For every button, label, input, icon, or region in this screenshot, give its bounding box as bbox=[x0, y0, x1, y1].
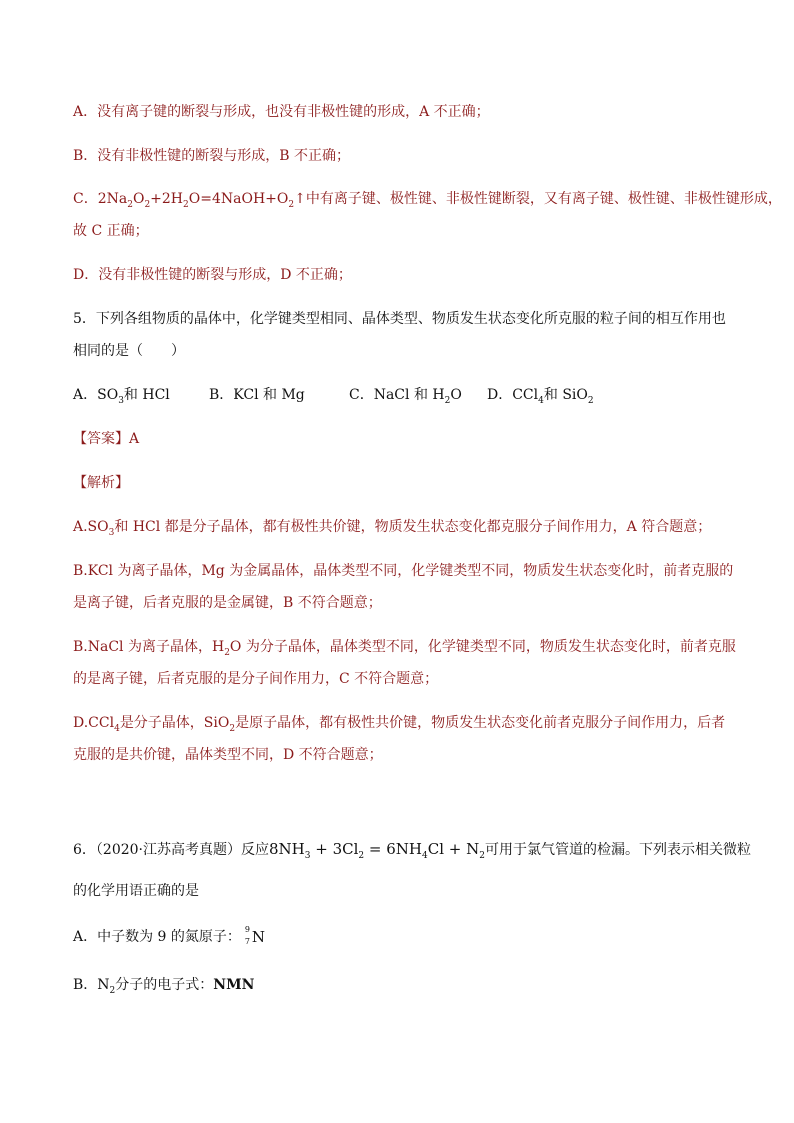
q5-explanation-a: $A.SO_3$和 HCl 都是分子晶体，都有极性共价键，物质发生状态变化都克服分子间作用力，A 符合题意； bbox=[73, 519, 712, 538]
q5-explanation-c-line2: 的是离子键，后者克服的是分子间作用力，C 不符合题意； bbox=[73, 671, 439, 687]
prev-option-c-explanation: C．$2Na_2O_2+2H_2O=4NaOH+O_2↑$中有离子键、极性键、非极性键断裂，又有离子键、极性键、非极性键形成， bbox=[73, 191, 782, 210]
nuclide-symbol: 9 7 N bbox=[244, 925, 266, 946]
q5-option-a: A．$SO_3$和 HCl bbox=[73, 387, 170, 406]
q5-explanation-d-line1: D.CCl$_4$是分子晶体，SiO$_2$是原子晶体，都有极性共价键，物质发生状态变化前者克服分子间作用力，后者 bbox=[73, 715, 726, 734]
q5-option-d: D．CCl$_4$和 SiO$_2$ bbox=[487, 387, 594, 406]
q5-option-b: B．KCl 和 Mg bbox=[209, 387, 305, 403]
prev-option-d-explanation: D．没有非极性键的断裂与形成，D 不正确； bbox=[73, 267, 352, 283]
electron-formula: NMN bbox=[213, 977, 255, 993]
q5-options bbox=[73, 386, 594, 404]
q5-explanation-b-line2: 是离子键，后者克服的是金属键，B 不符合题意； bbox=[73, 595, 382, 611]
answer-label: 【答案】 bbox=[73, 431, 129, 447]
q5-explanation-c-line1: B.NaCl 为离子晶体，$H_2O$ 为分子晶体，晶体类型不同，化学键类型不同，物质发生状态变化时，前者克服 bbox=[73, 639, 736, 658]
q5-stem-line1: 5．下列各组物质的晶体中，化学键类型相同、晶体类型、物质发生状态变化所克服的粒子间的相互作用也 bbox=[73, 311, 726, 327]
q5-stem-line2: 相同的是（ ） bbox=[73, 343, 185, 359]
prev-option-c-explanation-line2: 故 C 正确； bbox=[73, 223, 149, 239]
q6-option-a: A．中子数为 9 的氮原子： 9 7 N bbox=[73, 925, 266, 946]
prev-option-b-explanation: B．没有非极性键的断裂与形成，B 不正确； bbox=[73, 148, 351, 164]
q6-stem-line2: 的化学用语正确的是 bbox=[73, 883, 199, 899]
q5-option-c: C．NaCl 和 $H_2O$ bbox=[349, 387, 462, 406]
q5-explanation-b-line1: B.KCl 为离子晶体，Mg 为金属晶体，晶体类型不同，化学键类型不同，物质发生状态变化时，前者克服的 bbox=[73, 563, 734, 579]
answer-value: A bbox=[129, 431, 140, 447]
q6-option-b: B．$N_2$分子的电子式：NMN bbox=[73, 977, 255, 996]
q6-stem-line1: 6．（2020·江苏高考真题）反应$8NH_3 + 3Cl_2 = 6NH_4Cl + N_2$可用于氯气管道的检漏。下列表示相关微粒 bbox=[73, 840, 751, 861]
prev-option-a-explanation: A．没有离子键的断裂与形成，也没有非极性键的形成，A 不正确； bbox=[73, 104, 490, 120]
q6-reaction-equation: $8NH_3 + 3Cl_2 = 6NH_4Cl + N_2$ bbox=[269, 840, 485, 861]
q5-explanation-d-line2: 克服的是共价键，晶体类型不同，D 不符合题意； bbox=[73, 747, 383, 763]
q5-answer bbox=[73, 430, 139, 448]
q5-analysis-label: 【解析】 bbox=[73, 475, 129, 491]
